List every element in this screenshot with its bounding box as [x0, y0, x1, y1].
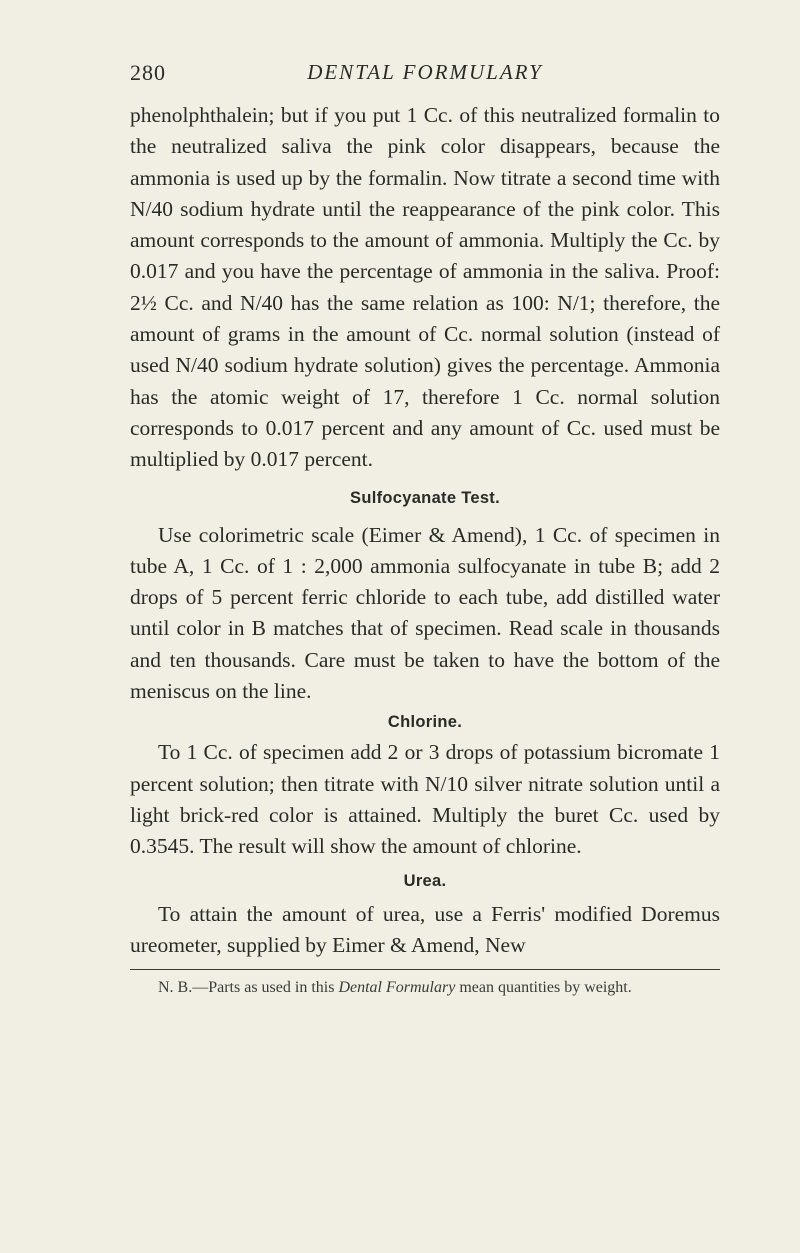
- section-heading-urea: Urea.: [403, 871, 447, 890]
- footnote: [130, 977, 720, 998]
- paragraph-chlorine: To 1 Cc. of specimen add 2 or 3 drops of potassium bicromate 1 percent solution; then titrate with N/10 silver nitrate solution until a light brick-red color is attained. Multiply the buret Cc. used by 0.3545. The result will show the amount of chlorine.: [130, 740, 720, 859]
- page-header: [130, 60, 720, 94]
- running-title: DENTAL FORMULARY: [307, 60, 543, 84]
- paragraph-urea: To attain the amount of urea, use a Ferris' modified Doremus ureometer, supplied by Eimer & Amend, New: [130, 901, 720, 957]
- footnote-italic-title: Dental Formulary: [338, 979, 456, 996]
- footnote-lead: N. B.—Parts as used in this: [158, 979, 339, 996]
- footnote-tail: mean quantities by weight.: [455, 979, 632, 996]
- paragraph-sulfocyanate: Use colorimetric scale (Eimer & Amend), 1 Cc. of specimen in tube A, 1 Cc. of 1 : 2,000 ammonia sulfocyanate in tube B; add 2 drops of 5 percent ferric chloride to each tube, add distilled water until color in B matches that of specimen. Read scale in thousands and ten thousands. Care must be taken to have the bottom of the meniscus on the line.: [130, 522, 720, 704]
- footnote-divider: [130, 969, 720, 970]
- body-text: [130, 100, 720, 961]
- section-heading-sulfocyanate: Sulfocyanate Test.: [350, 488, 500, 507]
- section-heading-chlorine: Chlorine.: [387, 713, 463, 732]
- page-number: 280: [130, 60, 166, 85]
- paragraph-ammonia-continued: phenolphthalein; but if you put 1 Cc. of this neutralized formalin to the neutralized saliva the pink color disappears, because the ammonia is used up by the formalin. Now titrate a second time with N/40 sodium hydrate until the reappearance of the pink color. This amount corresponds to the amount of ammonia. Multiply the Cc. by 0.017 and you have the percentage of ammonia in the saliva. Proof: 2½ Cc. and N/40 has the same relation as 100: N/1; therefore, the amount of grams in the amount of Cc. normal solution (instead of used N/40 sodium hydrate solution) gives the percentage. Ammonia has the atomic weight of 17, therefore 1 Cc. normal solution corresponds to 0.017 percent and any amount of Cc. used must be multiplied by 0.017 percent.: [130, 103, 720, 472]
